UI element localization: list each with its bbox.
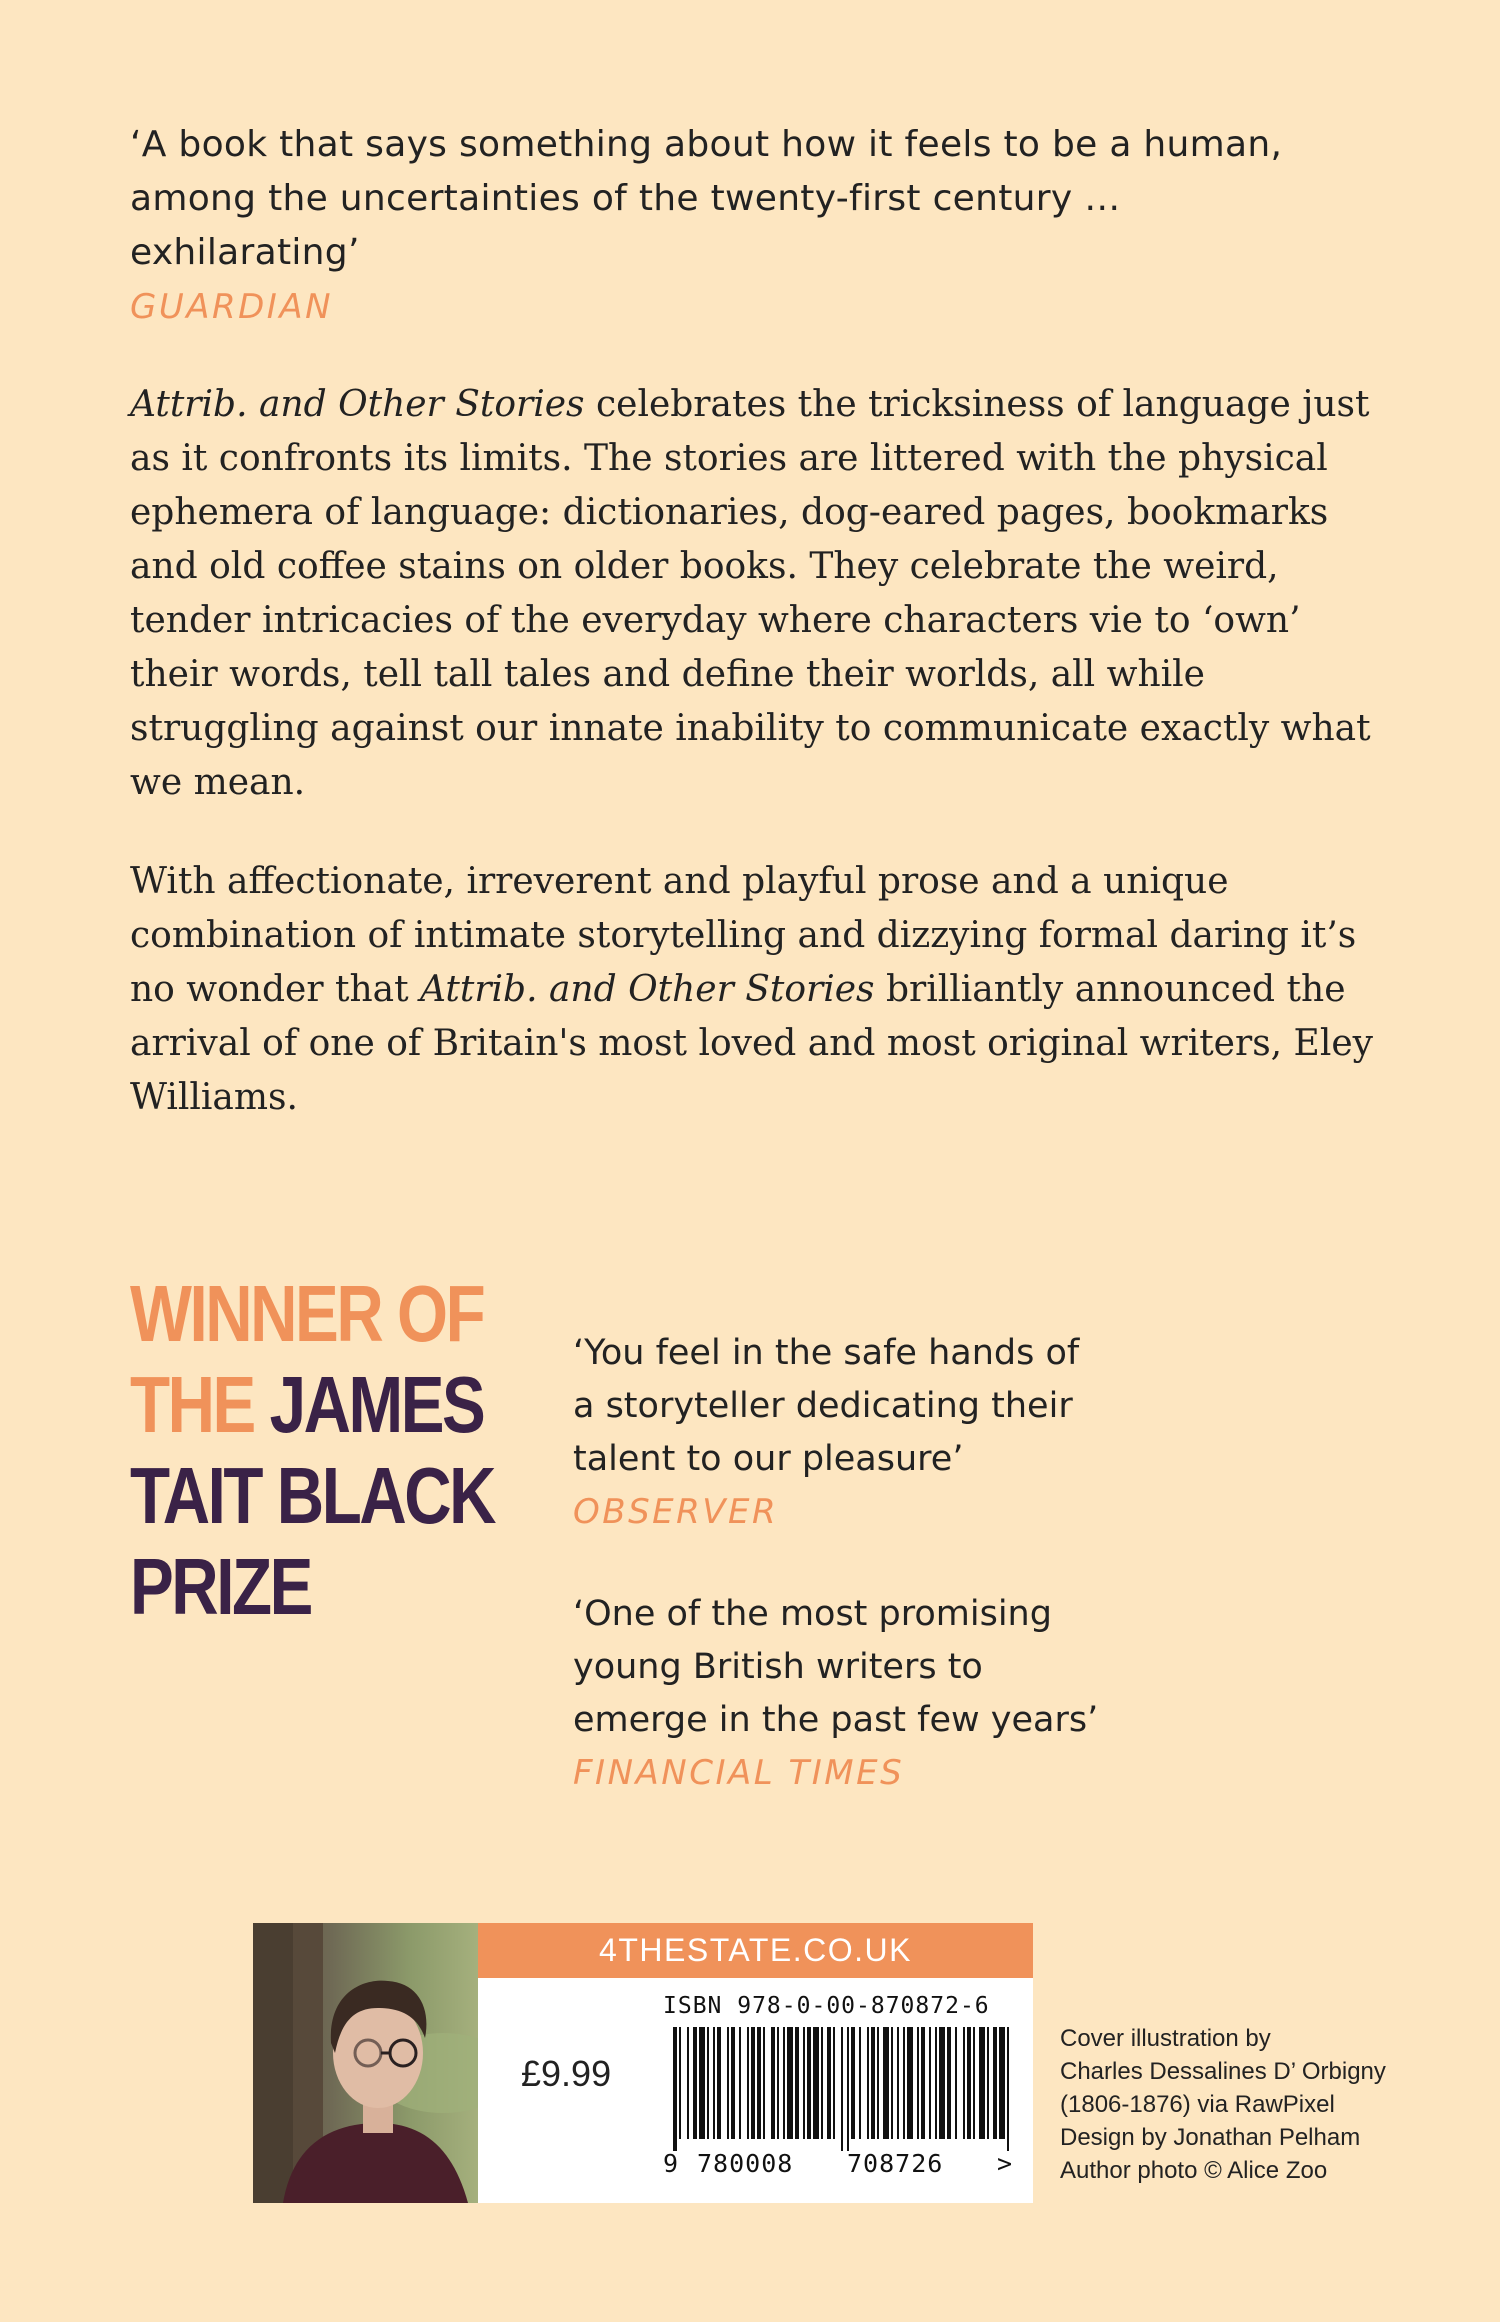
quote-line: ‘A book that says something about how it feels to be a human, — [130, 124, 1283, 165]
author-portrait-illustration — [253, 1923, 478, 2203]
blurb-text: With affectionate, irreverent and playful prose and a unique combination of intimate storytelling and dizzying formal daring it’s no wonder that — [130, 861, 1357, 1010]
barcode-bar — [813, 2027, 819, 2139]
barcode-bar — [917, 2027, 919, 2139]
barcode-bar — [739, 2027, 741, 2139]
barcode-bar — [935, 2027, 937, 2139]
barcode-bar — [867, 2027, 869, 2139]
barcode-bar — [871, 2027, 875, 2139]
barcode-bar — [673, 2027, 677, 2151]
barcode-bar — [803, 2027, 805, 2139]
barcode-bar — [821, 2027, 823, 2139]
barcode-bar — [727, 2027, 729, 2139]
barcode-bar — [841, 2027, 843, 2151]
prize-line: WINNER OF — [130, 1269, 484, 1358]
barcode-digits-left: 780008 — [697, 2149, 794, 2178]
credit-line: Author photo © Alice Zoo — [1060, 2157, 1328, 2184]
barcode-bar — [987, 2027, 989, 2139]
top-review-quote — [130, 118, 1390, 334]
barcode-bar — [795, 2027, 799, 2139]
blurb-text: celebrates the tricksiness of language just as it confronts its limits. The stories are littered with the physical ephemera of language: dictionaries, dog-eared pages, bookmarks and old coffee stains on older books. They celebrate the weird, tender intricacies of the everyday where characters vie to ‘own’ their words, tell tall tales and define their worlds, all while struggling against our innate inability to communicate exactly what we mean. — [130, 384, 1371, 803]
barcode-bar — [939, 2027, 945, 2139]
barcode-bar — [963, 2027, 965, 2139]
barcode-bar — [757, 2027, 761, 2139]
barcode-bar — [921, 2027, 925, 2139]
blurb-paragraph-1 — [130, 378, 1390, 810]
credit-line: Cover illustration by — [1060, 2025, 1271, 2052]
barcode-bar — [707, 2027, 709, 2139]
barcode-bar — [955, 2027, 957, 2139]
barcode-bar — [847, 2027, 849, 2151]
barcode-digits — [663, 2149, 1023, 2178]
isbn-number: ISBN 978-0-00-870872-6 — [663, 1993, 990, 2019]
quote-line: among the uncertainties of the twenty-first century … — [130, 178, 1121, 219]
barcode-bar — [833, 2027, 835, 2139]
barcode-bar — [687, 2027, 689, 2139]
barcode-bar — [777, 2027, 779, 2139]
quote-line: talent to our pleasure’ — [573, 1439, 964, 1479]
barcode-bar — [699, 2027, 705, 2139]
barcode-bar — [827, 2027, 831, 2139]
author-photo — [253, 1923, 478, 2203]
barcode-bar — [1007, 2027, 1009, 2151]
prize-heading — [130, 1268, 495, 1632]
review-quote — [573, 1588, 1273, 1800]
review-quote — [573, 1327, 1273, 1539]
credit-line: Charles Dessalines D’ Orbigny — [1060, 2058, 1386, 2085]
barcode-bar — [717, 2027, 721, 2139]
quote-source: GUARDIAN — [130, 287, 334, 327]
barcode-bar — [967, 2027, 971, 2139]
barcode-bar — [787, 2027, 793, 2139]
barcode-bar — [783, 2027, 785, 2139]
barcode-bar — [903, 2027, 905, 2139]
barcode-bar — [993, 2027, 997, 2139]
barcode-icon — [673, 2027, 1013, 2151]
barcode-bar — [877, 2027, 879, 2139]
barcode-bar — [713, 2027, 715, 2139]
barcode-bar — [979, 2027, 985, 2139]
quote-source: OBSERVER — [573, 1492, 779, 1532]
barcode-bar — [771, 2027, 775, 2139]
barcode-bar — [897, 2027, 899, 2139]
quote-source: FINANCIAL TIMES — [573, 1753, 905, 1793]
quote-line: exhilarating’ — [130, 232, 360, 273]
prize-line: TAIT BLACK — [130, 1451, 495, 1540]
quote-line: emerge in the past few years’ — [573, 1700, 1099, 1740]
barcode-panel — [253, 1923, 1033, 2203]
barcode-bar — [929, 2027, 931, 2139]
barcode-bar — [747, 2027, 749, 2139]
blurb-text: brilliantly announced the arrival of one of Britain's most loved and most original writers, Eley Williams. — [130, 969, 1373, 1118]
prize-word-the: THE — [130, 1360, 254, 1449]
barcode-bar — [973, 2027, 975, 2139]
barcode-digit-lead: 9 — [663, 2149, 679, 2178]
barcode-bar — [947, 2027, 951, 2139]
book-title: Attrib. and Other Stories — [130, 384, 585, 425]
barcode-bar — [731, 2027, 735, 2139]
barcode-bar — [763, 2027, 765, 2139]
prize-line — [130, 1359, 484, 1450]
barcode-bar — [859, 2027, 861, 2139]
barcode-bar — [693, 2027, 697, 2139]
barcode-bar — [883, 2027, 889, 2139]
barcode-arrow: > — [997, 2149, 1013, 2178]
quote-line: a storyteller dedicating their — [573, 1386, 1073, 1426]
prize-word-james: JAMES — [269, 1360, 484, 1449]
blurb-paragraph-2 — [130, 855, 1390, 1125]
barcode-bar — [851, 2027, 855, 2139]
book-title: Attrib. and Other Stories — [420, 969, 875, 1010]
barcode-bar — [907, 2027, 913, 2139]
publisher-url: 4THESTATE.CO.UK — [478, 1923, 1033, 1978]
credit-line: (1806-1876) via RawPixel — [1060, 2091, 1335, 2118]
cover-credits — [1060, 2022, 1460, 2187]
barcode-digits-right: 708726 — [847, 2149, 944, 2178]
quote-line: ‘You feel in the safe hands of — [573, 1333, 1080, 1373]
barcode-bar — [999, 2027, 1005, 2139]
book-blurb — [130, 378, 1390, 1125]
price: £9.99 — [521, 2053, 612, 2094]
barcode-bar — [751, 2027, 755, 2139]
quote-line: young British writers to — [573, 1647, 983, 1687]
barcode-bar — [679, 2027, 681, 2139]
quote-line: ‘One of the most promising — [573, 1594, 1052, 1634]
barcode-bar — [807, 2027, 811, 2139]
prize-line: PRIZE — [130, 1542, 311, 1631]
credit-line: Design by Jonathan Pelham — [1060, 2124, 1361, 2151]
barcode-bar — [891, 2027, 893, 2139]
